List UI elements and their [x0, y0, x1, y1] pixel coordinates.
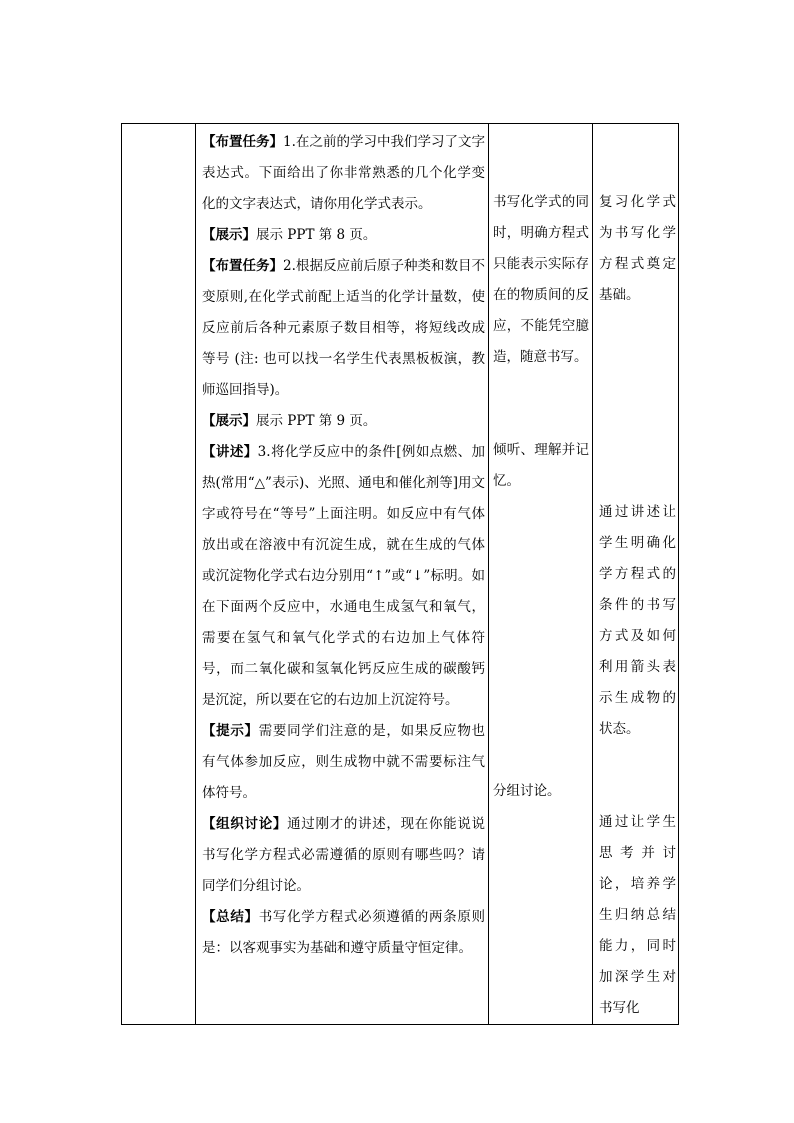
show-ppt-9-paragraph — [202, 406, 485, 437]
paragraph-tag: 【讲述】 — [202, 444, 258, 460]
show-ppt-8-paragraph — [202, 220, 485, 251]
task-1-paragraph — [202, 127, 485, 220]
paragraph-text: 3.将化学反应中的条件[例如点燃、加热(常用“△”表示)、光照、通电和催化剂等]用文字或符号在“等号”上面注明。如反应中有气体放出或在溶液中有沉淀生成，就在生成的气体或沉淀物化学式右边分别用“↑”或“↓”标明。如在下面两个反应中，水通电生成氢气和氧气，需要在氢气和氧气化学式的右边加上气体符号，而二氧化碳和氢氧化钙反应生成的碳酸钙是沉淀，所以要在它的右边加上沉淀符号。 — [202, 444, 485, 708]
summary-paragraph — [202, 902, 485, 964]
lesson-plan-table — [121, 123, 679, 1025]
paragraph-tag: 【总结】 — [202, 909, 259, 925]
task-2-paragraph — [202, 251, 485, 406]
paragraph-text: 1.在之前的学习中我们学习了文字表达式。下面给出了你非常熟悉的几个化学变化的文字表达式，请你用化学式表示。 — [202, 134, 486, 212]
paragraph-tag: 【提示】 — [202, 723, 259, 739]
paragraph-tag: 【展示】 — [202, 227, 256, 243]
lecture-paragraph — [202, 437, 485, 716]
discussion-paragraph — [202, 809, 485, 902]
paragraph-tag: 【布置任务】 — [202, 258, 284, 274]
paragraph-text: 通过刚才的讲述，现在你能说说书写化学方程式必需遵循的原则有哪些吗？请同学们分组讨论。 — [202, 816, 486, 894]
student-activity-3: 分组讨论。 — [493, 783, 561, 799]
student-activity-cell — [489, 124, 593, 1025]
design-intent-2: 通过讲述让学生明确化学方程式的条件的书写方式及如何利用箭头表示生成物的状态。 — [599, 504, 676, 737]
empty-column-cell — [122, 124, 196, 1025]
paragraph-text: 2.根据反应前后原子种类和数目不变原则,在化学式前配上适当的化学计量数，使反应前后各种元素原子数目相等，将短线改成等号 (注: 也可以找一名学生代表黑板板演，教师巡回指导)。 — [202, 258, 486, 398]
hint-paragraph — [202, 716, 485, 809]
paragraph-text: 展示 PPT 第 8 页。 — [256, 227, 377, 243]
design-intent-cell — [593, 124, 679, 1025]
paragraph-tag: 【展示】 — [202, 413, 256, 429]
teacher-activity-cell — [196, 124, 489, 1025]
paragraph-text: 书写化学方程式必须遵循的两条原则是：以客观事实为基础和遵守质量守恒定律。 — [202, 909, 486, 956]
paragraph-text: 展示 PPT 第 9 页。 — [256, 413, 377, 429]
student-activity-2: 倾听、理解并记忆。 — [493, 442, 589, 489]
paragraph-tag: 【组织讨论】 — [202, 816, 288, 832]
design-intent-1: 复习化学式为书写化学方程式奠定基础。 — [599, 194, 676, 303]
table-row — [122, 124, 679, 1025]
paragraph-tag: 【布置任务】 — [202, 134, 284, 150]
design-intent-3: 通过让学生思考并讨论，培养学生归纳总结能力，同时加深学生对书写化 — [599, 814, 676, 1016]
paragraph-text: 需要同学们注意的是，如果反应物也有气体参加反应，则生成物中就不需要标注气体符号。 — [202, 723, 486, 801]
student-activity-1: 书写化学式的同时，明确方程式只能表示实际存在的物质间的反应，不能凭空臆造，随意书写。 — [493, 194, 589, 365]
